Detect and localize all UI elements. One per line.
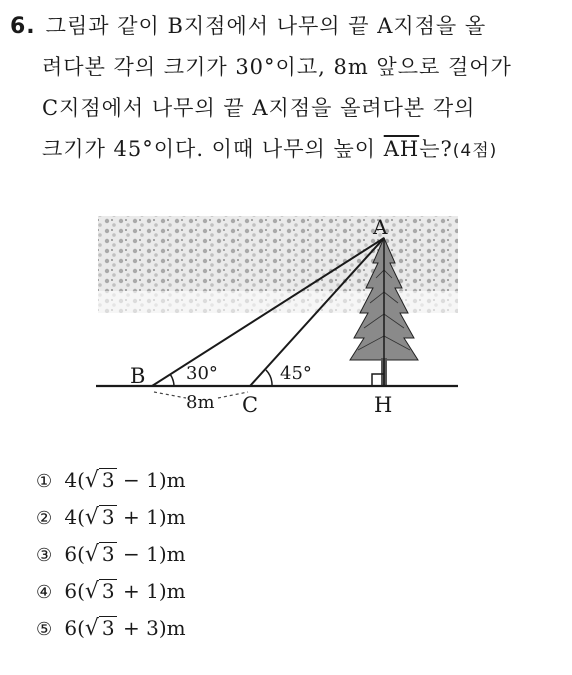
- choice-1-rest: − 1)m: [123, 468, 186, 492]
- question-line-4: [10, 129, 562, 172]
- choice-1-radicand: 3: [99, 468, 117, 491]
- label-b: B: [130, 364, 146, 388]
- question-text-3: C지점에서 나무의 끝 A지점을 올려다본 각의: [42, 96, 476, 120]
- question-text-4: 크기가 45°이다. 이때 나무의 높이: [42, 137, 377, 161]
- question-number: 6.: [10, 14, 36, 39]
- choice-5-coef: 6(: [64, 616, 85, 640]
- choice-4-coef: 6(: [64, 579, 85, 603]
- choice-4-rest: + 1)m: [123, 579, 186, 603]
- choice-5[interactable]: [36, 610, 186, 647]
- label-c: C: [242, 393, 259, 417]
- answer-choices: [36, 462, 186, 647]
- choice-3-radicand: 3: [99, 542, 117, 565]
- problem-text: [10, 6, 562, 172]
- choice-3-rest: − 1)m: [123, 542, 186, 566]
- sqrt-icon: √: [84, 505, 99, 530]
- choice-4-number: ④: [36, 582, 53, 603]
- angle-c-label: 45°: [280, 363, 312, 384]
- question-text-2: 려다본 각의 크기가 30°이고, 8m 앞으로 걸어가: [42, 55, 512, 79]
- choice-5-number: ⑤: [36, 619, 53, 640]
- points-label: (4점): [452, 141, 498, 161]
- distance-label: 8m: [186, 392, 215, 413]
- sqrt-icon: √: [84, 542, 99, 567]
- choice-1-coef: 4(: [64, 468, 85, 492]
- label-h: H: [374, 393, 393, 417]
- choice-2-rest: + 1)m: [123, 505, 186, 529]
- question-text-1: 그림과 같이 B지점에서 나무의 끝 A지점을 올: [45, 14, 487, 38]
- choice-5-radicand: 3: [99, 616, 117, 639]
- sqrt-icon: √: [84, 579, 99, 604]
- question-text-4-suffix: 는?: [419, 137, 453, 161]
- segment-ah: $\overline{AH}$: [383, 137, 420, 161]
- choice-2-coef: 4(: [64, 505, 85, 529]
- choice-1[interactable]: [36, 462, 186, 499]
- question-line-2: [10, 47, 562, 88]
- angle-arc-b: [170, 374, 174, 386]
- question-line-1: [10, 6, 562, 47]
- choice-1-number: ①: [36, 471, 53, 492]
- choice-5-rest: + 3)m: [123, 616, 186, 640]
- angle-b-label: 30°: [186, 363, 218, 384]
- angle-arc-c: [266, 370, 272, 386]
- question-line-3: [10, 88, 562, 129]
- choice-4-radicand: 3: [99, 579, 117, 602]
- choice-3[interactable]: [36, 536, 186, 573]
- label-a: A: [373, 215, 388, 239]
- choice-3-coef: 6(: [64, 542, 85, 566]
- diagram-svg: [90, 208, 460, 423]
- choice-2[interactable]: [36, 499, 186, 536]
- sqrt-icon: √: [84, 468, 99, 493]
- choice-4[interactable]: [36, 573, 186, 610]
- tree-diagram: [90, 208, 460, 423]
- choice-2-number: ②: [36, 508, 53, 529]
- choice-2-radicand: 3: [99, 505, 117, 528]
- sqrt-icon: √: [84, 616, 99, 641]
- choice-3-number: ③: [36, 545, 53, 566]
- sky-background: [98, 216, 458, 291]
